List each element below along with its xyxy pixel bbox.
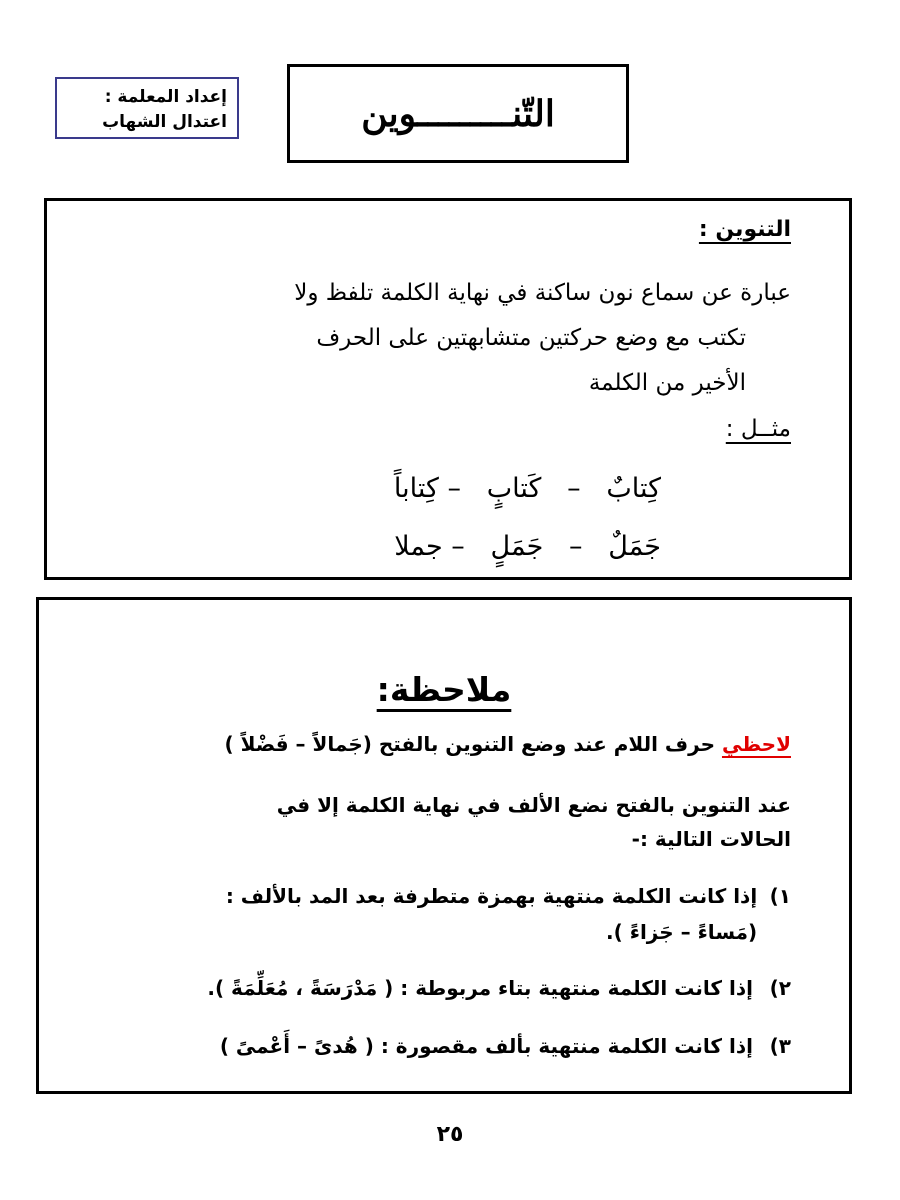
definition-line-1: عبارة عن سماع نون ساكنة في نهاية الكلمة تلفظ ولا [294, 280, 791, 306]
example-heading: مثــل : [725, 416, 791, 442]
case-text: إذا كانت الكلمة منتهية بتاء مربوطة : ( مَدْرَسَةً ، مُعَلِّمَةً ). [207, 976, 753, 1000]
case-text: إذا كانت الكلمة منتهية بألف مقصورة : ( هُدىً – أَعْمىً ) [219, 1034, 753, 1058]
note-heading [39, 670, 849, 709]
case-text: إذا كانت الكلمة منتهية بهمزة متطرفة بعد المد بالألف : (مَساءً – جَزاءً ). [225, 884, 758, 944]
page-number: ٢٥ [436, 1122, 464, 1147]
definition-text [211, 271, 791, 406]
attention-word: لاحظي [721, 732, 791, 756]
note-line-1-text: حرف اللام عند وضع التنوين بالفتح (جَمالاً – فَضْلاً ) [224, 732, 722, 756]
author-label: إعداد المعلمة : [104, 87, 227, 107]
note-heading-text: ملاحظة: [376, 670, 512, 709]
author-name: اعتدال الشهاب [102, 112, 227, 132]
case-number: ١) [769, 884, 791, 908]
page-title: التّنـــــــــوين [361, 92, 555, 135]
definition-line-2: تكتب مع وضع حركتين متشابهتين على الحرف [316, 325, 746, 351]
note-line-1 [225, 732, 792, 756]
note-box [36, 597, 852, 1094]
note-line-2: عند التنوين بالفتح نضع الألف في نهاية الكلمة إلا في الحالات التالية :- [276, 793, 791, 851]
author-box [55, 77, 239, 139]
definition-line-3: الأخير من الكلمة [588, 370, 746, 396]
definition-box [44, 198, 852, 580]
case-item-1 [171, 878, 791, 950]
example-row-1: كِتابٌ – كَتابٍ – كِتاباً [393, 473, 661, 504]
case-item-3 [51, 1028, 791, 1064]
case-number: ٣) [769, 1034, 791, 1058]
case-item-2 [51, 970, 791, 1006]
case-number: ٢) [769, 976, 791, 1000]
title-box [287, 64, 629, 163]
example-row-2: جَمَلٌ – جَمَلٍ – جملا [394, 531, 661, 562]
definition-heading: التنوين : [698, 217, 791, 242]
